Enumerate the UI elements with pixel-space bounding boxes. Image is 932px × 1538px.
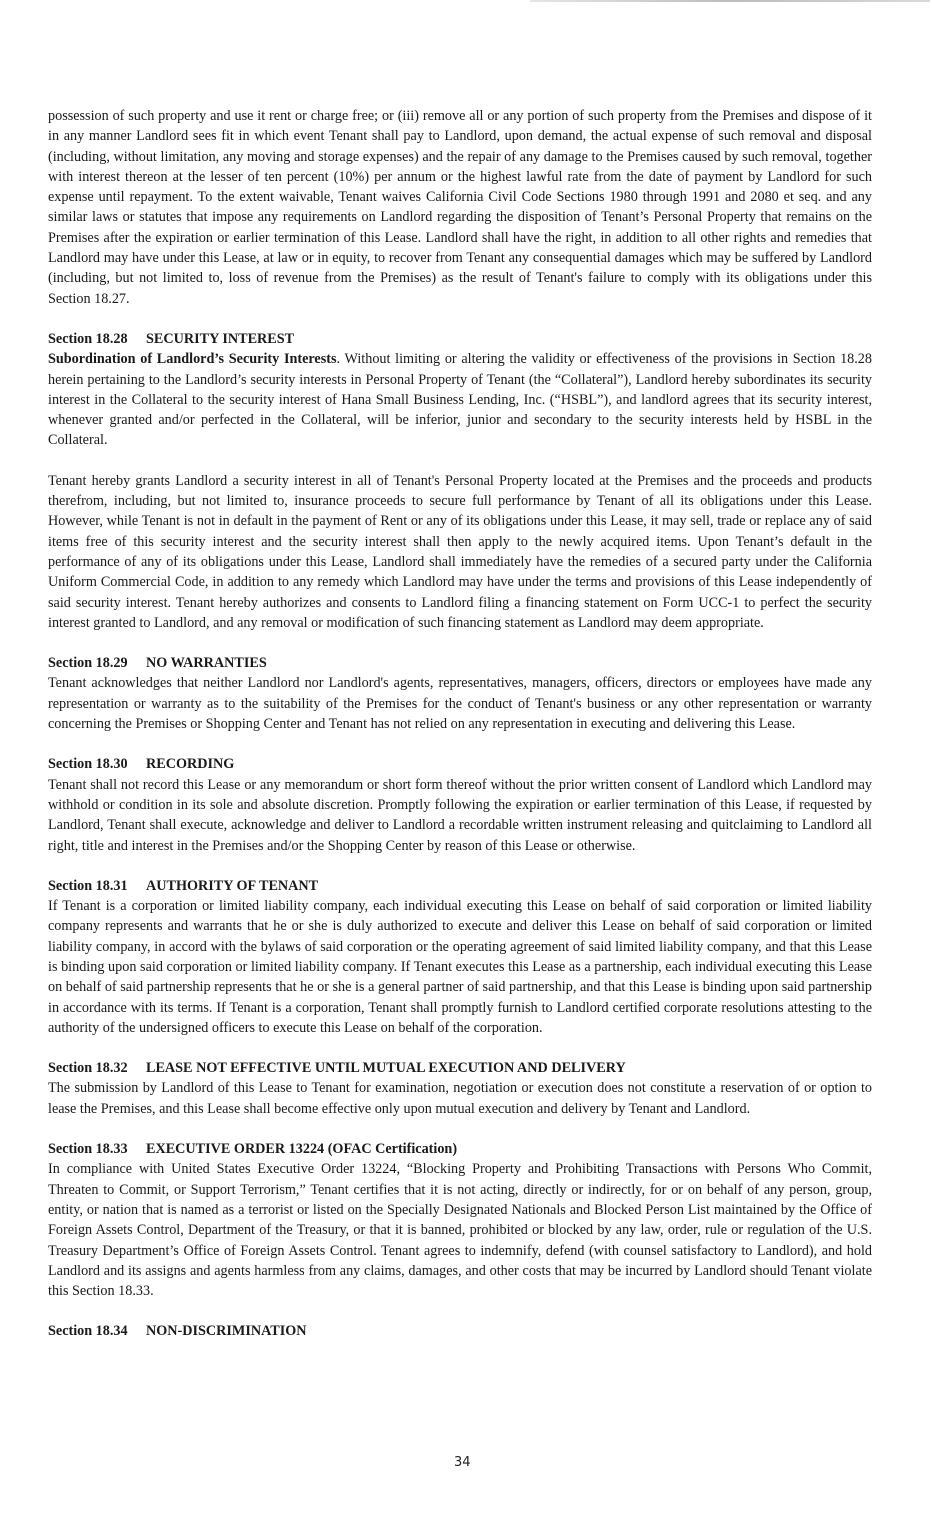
section-18-28 (48, 329, 872, 633)
section-title: AUTHORITY OF TENANT (146, 877, 319, 894)
section-18-30 (48, 754, 872, 855)
section-paragraph: Tenant acknowledges that neither Landlord nor Landlord's agents, representatives, managers, officers, directors or employees have made any representation or warranty as to the suitability of the Premises for the conduct of Tenant's business or any other representation or warranty concerning the Premises or Shopping Center and Tenant has not relied on any representation in executing and delivering this Lease. (48, 675, 872, 733)
section-paragraph: Tenant hereby grants Landlord a security interest in all of Tenant's Personal Property located at the Premises and the proceeds and products therefrom, including, but not limited to, insurance proceeds to secure full performance by Tenant of all its obligations under this Lease. However, while Tenant is not in default in the payment of Rent or any of its obligations under this Lease, it may sell, trade or replace any of said items free of this security interest and the security interest shall then apply to the newly acquired items. Upon Tenant’s default in the performance of any of its obligations under this Lease, Landlord shall immediately have the remedies of a secured party under the California Uniform Commercial Code, in addition to any remedy which Landlord may have under the terms and provisions of this Lease independently of said security interest. Tenant hereby authorizes and consents to Landlord filing a financing statement on Form UCC-1 to perfect the security interest granted to Landlord, and any removal or modification of such financing statement as Landlord may deem appropriate. (48, 472, 872, 631)
section-18-29 (48, 653, 872, 734)
section-paragraph: In compliance with United States Executive Order 13224, “Blocking Property and Prohibiting Transactions with Persons Who Commit, Threaten to Commit, or Support Terrorism,” Tenant certifies that it is not acting, directly or indirectly, for or on behalf of any person, group, entity, or nation that is named as a terrorist or listed on the Specially Designated Nationals and Blocked Person List maintained by the Office of Foreign Assets Control, Department of the Treasury, or that it is banned, prohibited or blocked by any law, order, rule or regulation of the U.S. Treasury Department’s Office of Foreign Assets Control. Tenant agrees to indemnify, defend (with counsel satisfactory to Landlord), and hold Landlord and its assigns and agents harmless from any claims, damages, and other costs that may be incurred by Landlord should Tenant violate this Section 18.33. (48, 1161, 872, 1300)
section-paragraph: If Tenant is a corporation or limited liability company, each individual executing this Lease on behalf of said corporation or limited liability company represents and warrants that he or she is duly authorized to execute and deliver this Lease on behalf of said corporation or limited liability company, in accord with the bylaws of said corporation or the operating agreement of said limited liability company, and that this Lease is binding upon said corporation or limited liability company. If Tenant executes this Lease as a partnership, each individual executing this Lease on behalf of said partnership represents that he or she is a general partner of said partnership, and that this Lease is binding upon said partnership in accordance with its terms. If Tenant is a corporation, Tenant shall promptly furnish to Landlord certified corporate resolutions attesting to the authority of the undersigned officers to execute this Lease on behalf of the corporation. (48, 898, 872, 1036)
section-number: Section 18.34 (48, 1323, 128, 1340)
section-18-31 (48, 876, 872, 1038)
section-number: Section 18.28 (48, 330, 128, 347)
section-title: NON-DISCRIMINATION (146, 1323, 307, 1340)
document-page (48, 106, 872, 1342)
section-heading (48, 754, 872, 774)
section-heading (48, 329, 872, 349)
section-number: Section 18.31 (48, 877, 128, 894)
scan-artifact-line (530, 0, 930, 2)
section-heading (48, 1058, 872, 1078)
section-heading (48, 876, 872, 896)
page-number: 34 (454, 1455, 471, 1470)
section-title: LEASE NOT EFFECTIVE UNTIL MUTUAL EXECUTION AND DELIVERY (146, 1060, 626, 1077)
section-title: EXECUTIVE ORDER 13224 (OFAC Certification) (146, 1141, 458, 1158)
section-number: Section 18.32 (48, 1060, 128, 1077)
section-paragraph: Tenant shall not record this Lease or any memorandum or short form thereof without the prior written consent of Landlord which Landlord may withhold or condition in its sole and absolute discretion. Promptly following the expiration or earlier termination of this Lease, if requested by Landlord, Tenant shall execute, acknowledge and deliver to Landlord a recordable written instrument releasing and quitclaiming to Landlord all right, title and interest in the Premises and/or the Shopping Center by reason of this Lease or otherwise. (48, 776, 872, 854)
section-title: NO WARRANTIES (146, 655, 267, 672)
section-title: SECURITY INTEREST (146, 330, 295, 347)
intro-paragraph: possession of such property and use it rent or charge free; or (iii) remove all or any portion of such property from the Premises and dispose of it in any manner Landlord sees fit in which event Tenant shall pay to Landlord, upon demand, the actual expense of such removal and disposal (including, without limitation, any moving and storage expenses) and the repair of any damage to the Premises caused by such removal, together with interest thereon at the lesser of ten percent (10%) per annum or the highest lawful rate from the date of payment by Landlord for such expense until repayment. To the extent waivable, Tenant waives California Civil Code Sections 1980 through 1991 and 2080 et seq. and any similar laws or statutes that impose any requirements on Landlord regarding the disposition of Tenant’s Personal Property that remains on the Premises after the expiration or earlier termination of this Lease. Landlord shall have the right, in addition to all other rights and remedies that Landlord may have under this Lease, at law or in equity, to recover from Tenant any consequential damages which may be suffered by Landlord (including, but not limited to, loss of revenue from the Premises) as the result of Tenant's failure to comply with its obligations under this Section 18.27. (48, 108, 872, 307)
section-number: Section 18.30 (48, 756, 128, 773)
section-number: Section 18.33 (48, 1141, 128, 1158)
section-18-34 (48, 1321, 872, 1341)
paragraph-lead: Subordination of Landlord’s Security Interests (48, 351, 337, 368)
section-title: RECORDING (146, 756, 235, 773)
paragraph-text: . Without limiting or altering the validity or effectiveness of the provisions in Section 18.28 herein pertaining to the Landlord’s security interests in Personal Property of Tenant (the “Collateral”), Landlord hereby subordinates its security interest in the Collateral to the security interest of Hana Small Business Lending, Inc. (“HSBL”), and landlord agrees that its security interest, whenever granted and/or perfected in the Collateral, will be inferior, junior and secondary to the security interests held by HSBL in the Collateral. (48, 351, 872, 449)
section-18-32 (48, 1058, 872, 1119)
section-heading (48, 653, 872, 673)
section-number: Section 18.29 (48, 655, 128, 672)
section-paragraph: The submission by Landlord of this Lease to Tenant for examination, negotiation or execution does not constitute a reservation of or option to lease the Premises, and this Lease shall become effective only upon mutual execution and delivery by Tenant and Landlord. (48, 1080, 872, 1117)
section-paragraph (48, 349, 872, 450)
section-heading (48, 1321, 872, 1341)
section-18-33 (48, 1139, 872, 1301)
section-heading (48, 1139, 872, 1159)
